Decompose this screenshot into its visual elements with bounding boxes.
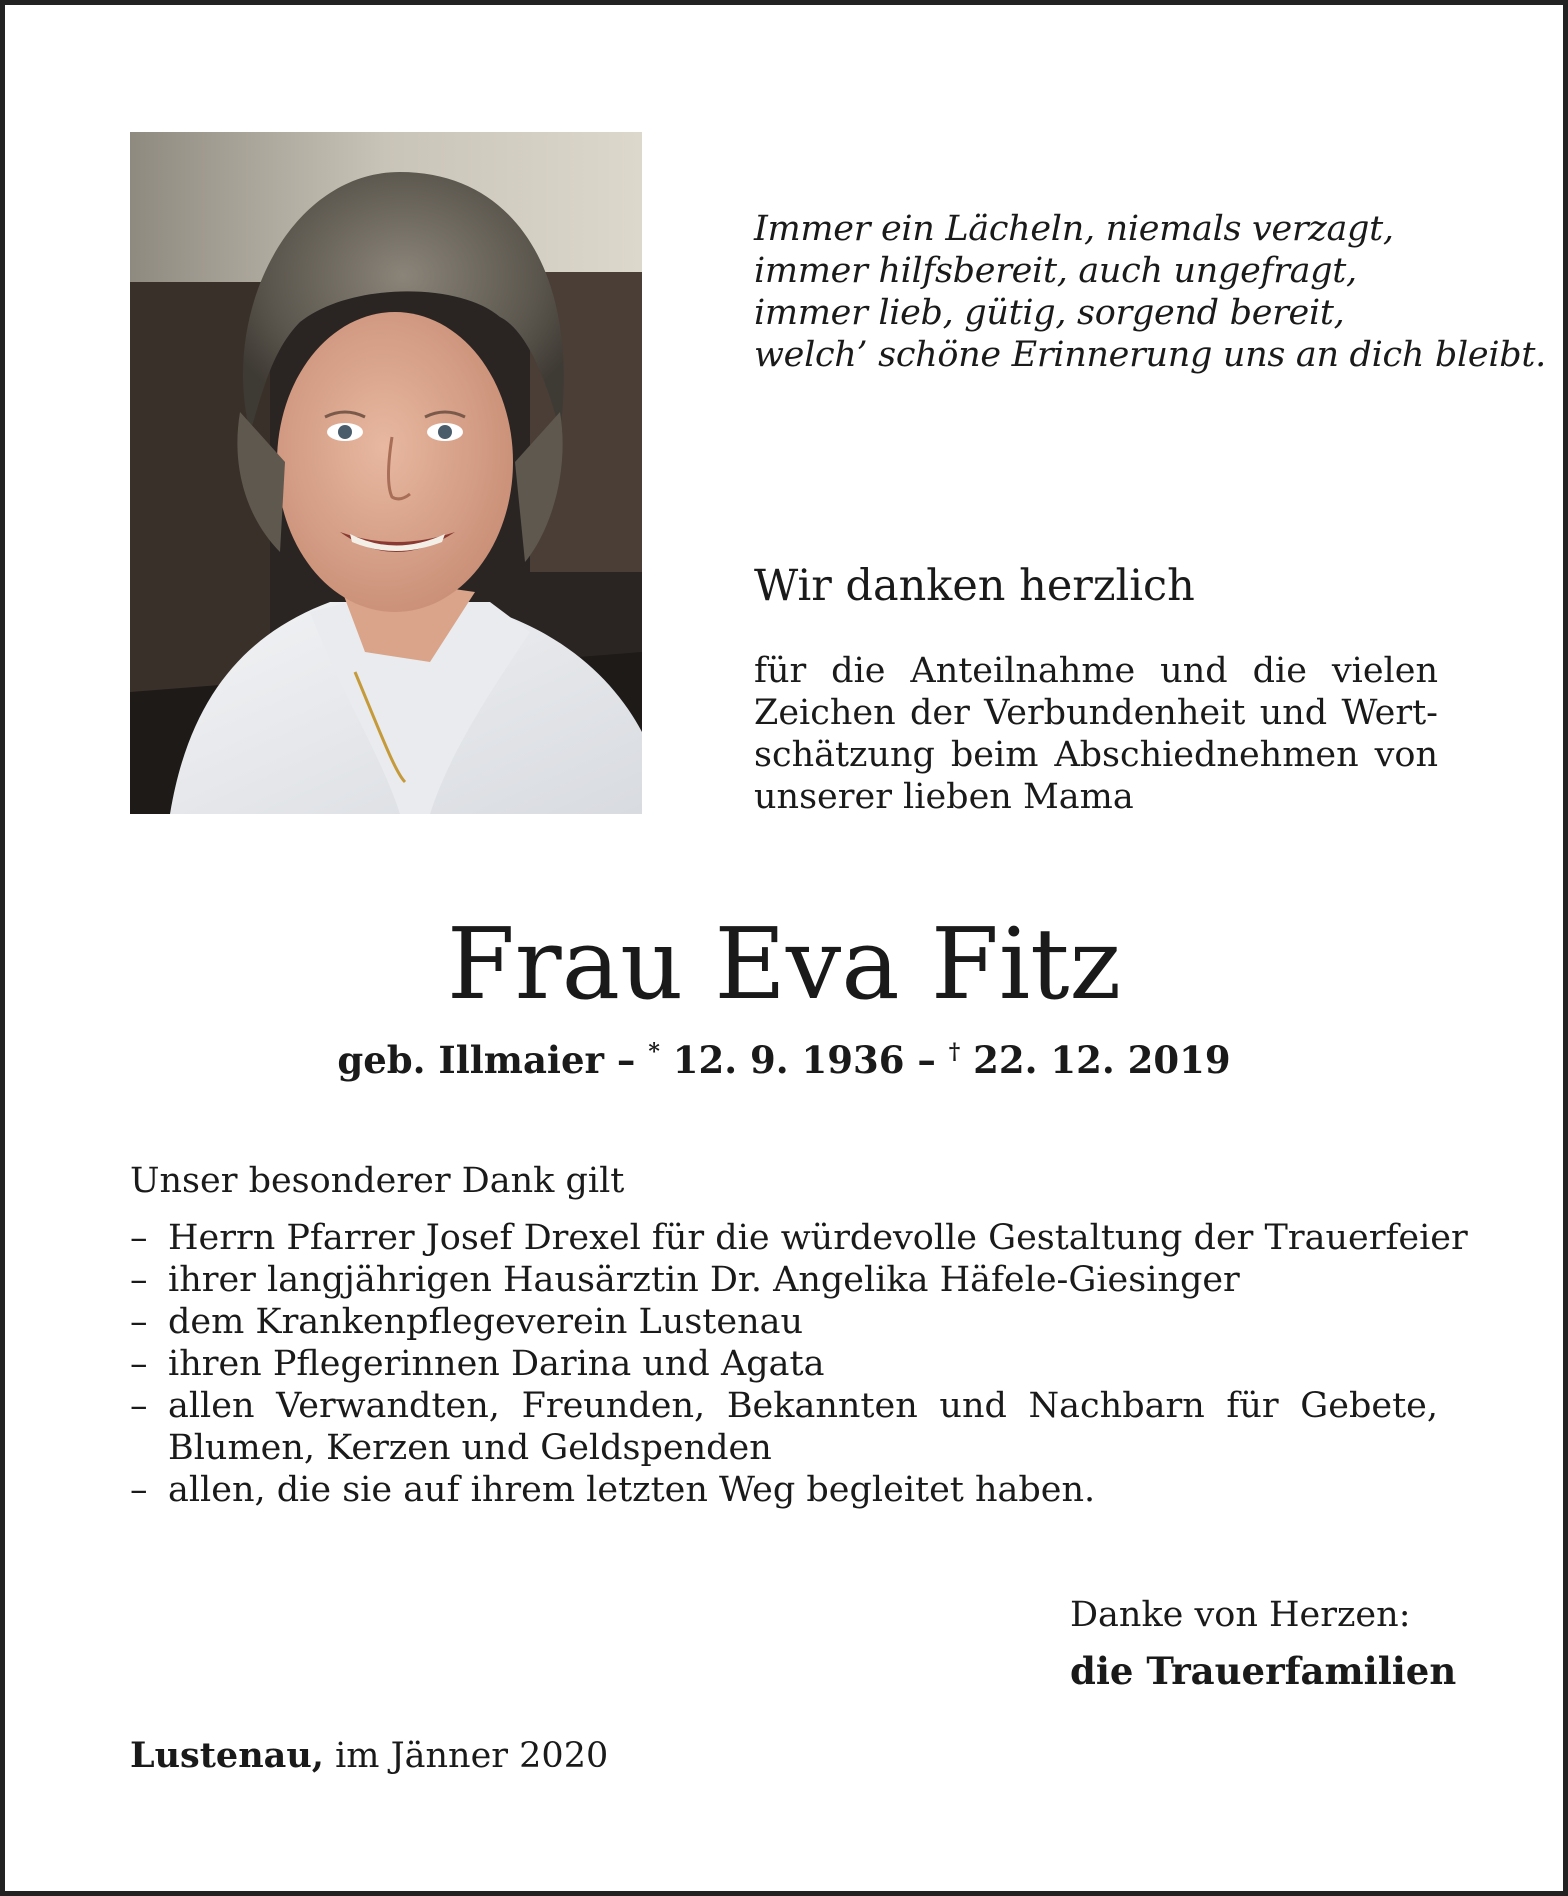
deceased-name: Frau Eva Fitz xyxy=(446,908,1122,1022)
thanks-line: unserer lieben Mama xyxy=(754,777,1134,817)
life-dates xyxy=(0,1036,1568,1084)
list-item xyxy=(130,1385,1438,1469)
list-item xyxy=(130,1469,1438,1511)
thanks-line: Zeichen der Verbundenheit und Wert- xyxy=(754,693,1438,733)
list-item-text: ihrer langjährigen Hausärztin Dr. Angelika Häfele-Giesinger xyxy=(168,1260,1240,1300)
thanks-line: schätzung beim Abschiednehmen von xyxy=(754,735,1438,775)
dash: – xyxy=(130,1344,148,1384)
poem-line: immer lieb, gütig, sorgend bereit, xyxy=(754,293,1345,333)
thanks-line: für die Anteilnahme und die vielen xyxy=(754,651,1438,691)
list-item xyxy=(130,1301,1438,1343)
acknowledgements-intro: Unser besonderer Dank gilt xyxy=(130,1161,625,1201)
list-item-text: ihren Pflegerinnen Darina und Agata xyxy=(168,1344,825,1384)
dash: – xyxy=(130,1260,148,1300)
closing-signature xyxy=(1070,1592,1456,1694)
birth-symbol: * xyxy=(648,1039,660,1065)
list-item-text: allen Verwandten, Freunden, Bekannten und Nachbarn für Gebete, xyxy=(168,1386,1438,1426)
list-item-text: dem Krankenpflegeverein Lustenau xyxy=(168,1302,804,1342)
acknowledgements-list xyxy=(130,1217,1468,1511)
list-item xyxy=(130,1259,1438,1301)
list-item-text-continued: Blumen, Kerzen und Geldspenden xyxy=(168,1428,772,1468)
poem-line: immer hilfsbereit, auch ungefragt, xyxy=(754,251,1357,291)
list-item xyxy=(130,1217,1468,1259)
portrait-photo xyxy=(130,132,642,814)
maiden-name: geb. Illmaier xyxy=(337,1038,605,1082)
death-symbol: † xyxy=(948,1039,961,1065)
date: im Jänner 2020 xyxy=(335,1736,609,1776)
dash: – xyxy=(130,1386,148,1426)
poem-line: welch’ schöne Erinnerung uns an dich bleibt. xyxy=(754,335,1546,375)
list-item xyxy=(130,1343,1438,1385)
memorial-poem xyxy=(754,208,1546,376)
death-date: 22. 12. 2019 xyxy=(973,1038,1231,1082)
separator: – xyxy=(616,1038,649,1082)
city: Lustenau, xyxy=(130,1735,324,1776)
thanks-heading: Wir danken herzlich xyxy=(754,561,1195,611)
thanks-paragraph xyxy=(754,650,1438,818)
place-and-date xyxy=(130,1733,608,1779)
poem-line: Immer ein Lächeln, niemals verzagt, xyxy=(754,209,1394,249)
list-item-text: Herrn Pfarrer Josef Drexel für die würdevolle Gestaltung der Trauerfeier xyxy=(168,1218,1468,1258)
dash: – xyxy=(130,1470,148,1510)
dash: – xyxy=(130,1218,148,1258)
separator: – xyxy=(917,1038,949,1082)
closing-text: Danke von Herzen: xyxy=(1070,1595,1411,1635)
portrait-illustration xyxy=(130,132,642,814)
family-signature: die Trauerfamilien xyxy=(1070,1649,1457,1693)
birth-date: 12. 9. 1936 xyxy=(672,1038,905,1082)
dash: – xyxy=(130,1302,148,1342)
list-item-text: allen, die sie auf ihrem letzten Weg begleitet haben. xyxy=(168,1470,1096,1510)
